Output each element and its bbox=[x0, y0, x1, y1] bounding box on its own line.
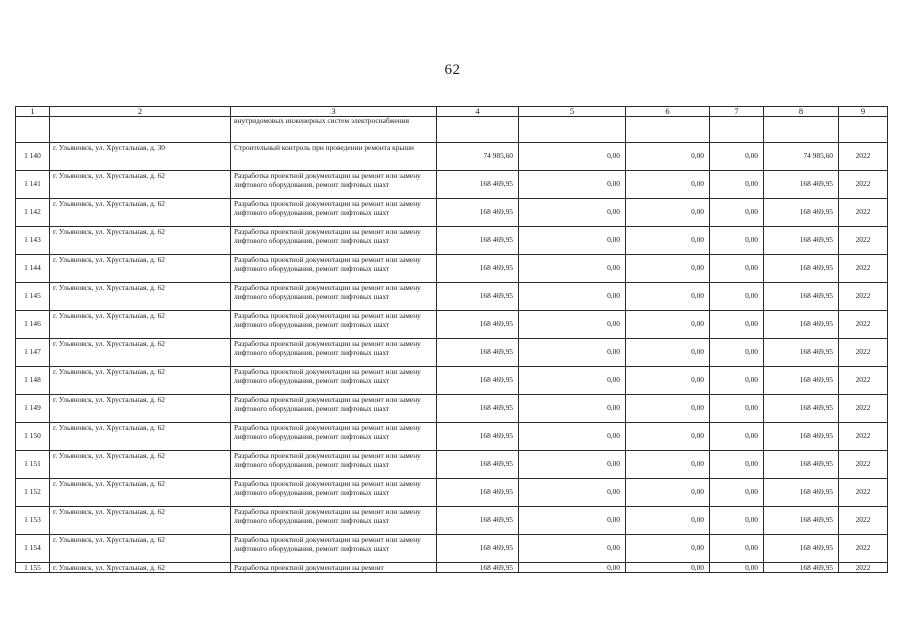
total-cost-cell: 168 469,95 bbox=[437, 395, 519, 423]
table-row bbox=[16, 563, 888, 573]
local-budget-cost-cell: 0,00 bbox=[710, 339, 764, 367]
budget-cost-cell: 0,00 bbox=[626, 507, 710, 535]
column-header: 3 bbox=[231, 107, 437, 117]
year-cell: 2022 bbox=[839, 339, 888, 367]
continuation-row bbox=[16, 117, 888, 143]
fund-cost-cell: 0,00 bbox=[519, 339, 626, 367]
year-cell: 2022 bbox=[839, 311, 888, 339]
row-number: 1 143 bbox=[16, 227, 50, 255]
fund-cost-cell: 0,00 bbox=[519, 199, 626, 227]
fund-cost-cell: 0,00 bbox=[519, 255, 626, 283]
year-cell: 2022 bbox=[839, 171, 888, 199]
fund-cost-cell: 0,00 bbox=[519, 535, 626, 563]
empty-cell bbox=[839, 117, 888, 143]
local-budget-cost-cell: 0,00 bbox=[710, 395, 764, 423]
address-cell: г. Ульяновск, ул. Хрустальная, д. 62 bbox=[50, 227, 231, 255]
row-number: 1 151 bbox=[16, 451, 50, 479]
work-description-cell: Разработка проектной документации на ремонт или замену лифтового оборудования, ремонт лифтовых шахт bbox=[231, 451, 437, 479]
row-number: 1 147 bbox=[16, 339, 50, 367]
owners-cost-cell: 168 469,95 bbox=[764, 199, 839, 227]
column-header: 8 bbox=[764, 107, 839, 117]
local-budget-cost-cell: 0,00 bbox=[710, 311, 764, 339]
owners-cost-cell: 168 469,95 bbox=[764, 395, 839, 423]
column-header: 9 bbox=[839, 107, 888, 117]
work-description-cell: Разработка проектной документации на ремонт или замену лифтового оборудования, ремонт лифтовых шахт bbox=[231, 311, 437, 339]
work-description-cell: Разработка проектной документации на ремонт или замену лифтового оборудования, ремонт лифтовых шахт bbox=[231, 479, 437, 507]
row-number: 1 150 bbox=[16, 423, 50, 451]
owners-cost-cell: 168 469,95 bbox=[764, 227, 839, 255]
owners-cost-cell: 168 469,95 bbox=[764, 367, 839, 395]
table-row bbox=[16, 283, 888, 311]
year-cell: 2022 bbox=[839, 423, 888, 451]
owners-cost-cell: 168 469,95 bbox=[764, 451, 839, 479]
fund-cost-cell: 0,00 bbox=[519, 563, 626, 573]
work-description-cell: Разработка проектной документации на ремонт или замену лифтового оборудования, ремонт лифтовых шахт bbox=[231, 423, 437, 451]
address-cell: г. Ульяновск, ул. Хрустальная, д. 62 bbox=[50, 451, 231, 479]
fund-cost-cell: 0,00 bbox=[519, 451, 626, 479]
row-number: 1 149 bbox=[16, 395, 50, 423]
address-cell: г. Ульяновск, ул. Хрустальная, д. 62 bbox=[50, 563, 231, 573]
fund-cost-cell: 0,00 bbox=[519, 395, 626, 423]
table-row bbox=[16, 171, 888, 199]
address-cell: г. Ульяновск, ул. Хрустальная, д. 62 bbox=[50, 479, 231, 507]
total-cost-cell: 168 469,95 bbox=[437, 479, 519, 507]
address-cell: г. Ульяновск, ул. Хрустальная, д. 62 bbox=[50, 535, 231, 563]
column-header: 4 bbox=[437, 107, 519, 117]
budget-cost-cell: 0,00 bbox=[626, 423, 710, 451]
column-header: 2 bbox=[50, 107, 231, 117]
owners-cost-cell: 168 469,95 bbox=[764, 535, 839, 563]
table-row bbox=[16, 479, 888, 507]
work-description-cell: Разработка проектной документации на ремонт или замену лифтового оборудования, ремонт лифтовых шахт bbox=[231, 283, 437, 311]
fund-cost-cell: 0,00 bbox=[519, 283, 626, 311]
work-description-cell: Разработка проектной документации на ремонт или замену лифтового оборудования, ремонт лифтовых шахт bbox=[231, 199, 437, 227]
row-number: 1 154 bbox=[16, 535, 50, 563]
address-cell: г. Ульяновск, ул. Хрустальная, д. 62 bbox=[50, 395, 231, 423]
row-number: 1 153 bbox=[16, 507, 50, 535]
work-description-cell: Разработка проектной документации на ремонт или замену лифтового оборудования, ремонт лифтовых шахт bbox=[231, 367, 437, 395]
empty-cell bbox=[50, 117, 231, 143]
owners-cost-cell: 168 469,95 bbox=[764, 423, 839, 451]
table-row bbox=[16, 535, 888, 563]
year-cell: 2022 bbox=[839, 479, 888, 507]
year-cell: 2022 bbox=[839, 367, 888, 395]
row-number: 1 142 bbox=[16, 199, 50, 227]
local-budget-cost-cell: 0,00 bbox=[710, 451, 764, 479]
total-cost-cell: 168 469,95 bbox=[437, 563, 519, 573]
column-header: 1 bbox=[16, 107, 50, 117]
total-cost-cell: 168 469,95 bbox=[437, 339, 519, 367]
empty-cell bbox=[16, 117, 50, 143]
total-cost-cell: 168 469,95 bbox=[437, 255, 519, 283]
total-cost-cell: 168 469,95 bbox=[437, 227, 519, 255]
year-cell: 2022 bbox=[839, 451, 888, 479]
work-description-cell: Строительный контроль при проведении ремонта крыши bbox=[231, 143, 437, 171]
table-row bbox=[16, 395, 888, 423]
budget-cost-cell: 0,00 bbox=[626, 451, 710, 479]
budget-cost-cell: 0,00 bbox=[626, 339, 710, 367]
budget-cost-cell: 0,00 bbox=[626, 171, 710, 199]
work-description-cell: Разработка проектной документации на ремонт bbox=[231, 563, 437, 573]
fund-cost-cell: 0,00 bbox=[519, 479, 626, 507]
fund-cost-cell: 0,00 bbox=[519, 423, 626, 451]
local-budget-cost-cell: 0,00 bbox=[710, 199, 764, 227]
work-description-cell: Разработка проектной документации на ремонт или замену лифтового оборудования, ремонт лифтовых шахт bbox=[231, 227, 437, 255]
page-number: 62 bbox=[444, 62, 461, 78]
year-cell: 2022 bbox=[839, 563, 888, 573]
table-row bbox=[16, 199, 888, 227]
work-description-cell: Разработка проектной документации на ремонт или замену лифтового оборудования, ремонт лифтовых шахт bbox=[231, 171, 437, 199]
year-cell: 2022 bbox=[839, 507, 888, 535]
year-cell: 2022 bbox=[839, 199, 888, 227]
budget-cost-cell: 0,00 bbox=[626, 283, 710, 311]
budget-cost-cell: 0,00 bbox=[626, 227, 710, 255]
fund-cost-cell: 0,00 bbox=[519, 367, 626, 395]
address-cell: г. Ульяновск, ул. Хрустальная, д. 62 bbox=[50, 283, 231, 311]
local-budget-cost-cell: 0,00 bbox=[710, 367, 764, 395]
fund-cost-cell: 0,00 bbox=[519, 227, 626, 255]
local-budget-cost-cell: 0,00 bbox=[710, 423, 764, 451]
local-budget-cost-cell: 0,00 bbox=[710, 535, 764, 563]
address-cell: г. Ульяновск, ул. Хрустальная, д. 30 bbox=[50, 143, 231, 171]
address-cell: г. Ульяновск, ул. Хрустальная, д. 62 bbox=[50, 171, 231, 199]
local-budget-cost-cell: 0,00 bbox=[710, 227, 764, 255]
budget-cost-cell: 0,00 bbox=[626, 395, 710, 423]
table-row bbox=[16, 423, 888, 451]
work-description-cell: Разработка проектной документации на ремонт или замену лифтового оборудования, ремонт лифтовых шахт bbox=[231, 339, 437, 367]
year-cell: 2022 bbox=[839, 283, 888, 311]
budget-cost-cell: 0,00 bbox=[626, 311, 710, 339]
column-header: 7 bbox=[710, 107, 764, 117]
work-description-cell: Разработка проектной документации на ремонт или замену лифтового оборудования, ремонт лифтовых шахт bbox=[231, 255, 437, 283]
table-row bbox=[16, 255, 888, 283]
fund-cost-cell: 0,00 bbox=[519, 311, 626, 339]
work-description-cell: Разработка проектной документации на ремонт или замену лифтового оборудования, ремонт лифтовых шахт bbox=[231, 395, 437, 423]
table-row bbox=[16, 227, 888, 255]
total-cost-cell: 168 469,95 bbox=[437, 311, 519, 339]
total-cost-cell: 168 469,95 bbox=[437, 199, 519, 227]
column-header: 6 bbox=[626, 107, 710, 117]
table-row bbox=[16, 507, 888, 535]
fund-cost-cell: 0,00 bbox=[519, 507, 626, 535]
local-budget-cost-cell: 0,00 bbox=[710, 283, 764, 311]
table-row bbox=[16, 367, 888, 395]
table-row bbox=[16, 451, 888, 479]
owners-cost-cell: 168 469,95 bbox=[764, 563, 839, 573]
budget-cost-cell: 0,00 bbox=[626, 479, 710, 507]
table-row bbox=[16, 339, 888, 367]
fund-cost-cell: 0,00 bbox=[519, 143, 626, 171]
budget-cost-cell: 0,00 bbox=[626, 143, 710, 171]
row-number: 1 145 bbox=[16, 283, 50, 311]
owners-cost-cell: 168 469,95 bbox=[764, 507, 839, 535]
owners-cost-cell: 168 469,95 bbox=[764, 479, 839, 507]
total-cost-cell: 74 985,60 bbox=[437, 143, 519, 171]
budget-cost-cell: 0,00 bbox=[626, 255, 710, 283]
owners-cost-cell: 168 469,95 bbox=[764, 283, 839, 311]
table-row bbox=[16, 311, 888, 339]
budget-cost-cell: 0,00 bbox=[626, 199, 710, 227]
budget-cost-cell: 0,00 bbox=[626, 563, 710, 573]
fund-cost-cell: 0,00 bbox=[519, 171, 626, 199]
year-cell: 2022 bbox=[839, 535, 888, 563]
total-cost-cell: 168 469,95 bbox=[437, 535, 519, 563]
empty-cell bbox=[764, 117, 839, 143]
total-cost-cell: 168 469,95 bbox=[437, 423, 519, 451]
local-budget-cost-cell: 0,00 bbox=[710, 507, 764, 535]
empty-cell bbox=[519, 117, 626, 143]
empty-cell bbox=[626, 117, 710, 143]
total-cost-cell: 168 469,95 bbox=[437, 451, 519, 479]
local-budget-cost-cell: 0,00 bbox=[710, 563, 764, 573]
address-cell: г. Ульяновск, ул. Хрустальная, д. 62 bbox=[50, 367, 231, 395]
table-row bbox=[16, 143, 888, 171]
row-number: 1 144 bbox=[16, 255, 50, 283]
continuation-text: внутридомовых инженерных систем электроснабжения bbox=[231, 117, 437, 143]
work-description-cell: Разработка проектной документации на ремонт или замену лифтового оборудования, ремонт лифтовых шахт bbox=[231, 507, 437, 535]
budget-cost-cell: 0,00 bbox=[626, 367, 710, 395]
address-cell: г. Ульяновск, ул. Хрустальная, д. 62 bbox=[50, 339, 231, 367]
address-cell: г. Ульяновск, ул. Хрустальная, д. 62 bbox=[50, 311, 231, 339]
owners-cost-cell: 168 469,95 bbox=[764, 339, 839, 367]
repair-schedule-table bbox=[15, 106, 888, 573]
total-cost-cell: 168 469,95 bbox=[437, 283, 519, 311]
row-number: 1 152 bbox=[16, 479, 50, 507]
owners-cost-cell: 168 469,95 bbox=[764, 255, 839, 283]
total-cost-cell: 168 469,95 bbox=[437, 171, 519, 199]
empty-cell bbox=[437, 117, 519, 143]
address-cell: г. Ульяновск, ул. Хрустальная, д. 62 bbox=[50, 507, 231, 535]
row-number: 1 146 bbox=[16, 311, 50, 339]
owners-cost-cell: 168 469,95 bbox=[764, 171, 839, 199]
address-cell: г. Ульяновск, ул. Хрустальная, д. 62 bbox=[50, 199, 231, 227]
row-number: 1 155 bbox=[16, 563, 50, 573]
empty-cell bbox=[710, 117, 764, 143]
address-cell: г. Ульяновск, ул. Хрустальная, д. 62 bbox=[50, 255, 231, 283]
owners-cost-cell: 74 985,60 bbox=[764, 143, 839, 171]
local-budget-cost-cell: 0,00 bbox=[710, 143, 764, 171]
budget-cost-cell: 0,00 bbox=[626, 535, 710, 563]
address-cell: г. Ульяновск, ул. Хрустальная, д. 62 bbox=[50, 423, 231, 451]
year-cell: 2022 bbox=[839, 255, 888, 283]
row-number: 1 148 bbox=[16, 367, 50, 395]
column-number-header-row bbox=[16, 107, 888, 117]
total-cost-cell: 168 469,95 bbox=[437, 367, 519, 395]
local-budget-cost-cell: 0,00 bbox=[710, 255, 764, 283]
year-cell: 2022 bbox=[839, 395, 888, 423]
row-number: 1 140 bbox=[16, 143, 50, 171]
year-cell: 2022 bbox=[839, 227, 888, 255]
local-budget-cost-cell: 0,00 bbox=[710, 479, 764, 507]
total-cost-cell: 168 469,95 bbox=[437, 507, 519, 535]
row-number: 1 141 bbox=[16, 171, 50, 199]
local-budget-cost-cell: 0,00 bbox=[710, 171, 764, 199]
work-description-cell: Разработка проектной документации на ремонт или замену лифтового оборудования, ремонт лифтовых шахт bbox=[231, 535, 437, 563]
column-header: 5 bbox=[519, 107, 626, 117]
year-cell: 2022 bbox=[839, 143, 888, 171]
owners-cost-cell: 168 469,95 bbox=[764, 311, 839, 339]
